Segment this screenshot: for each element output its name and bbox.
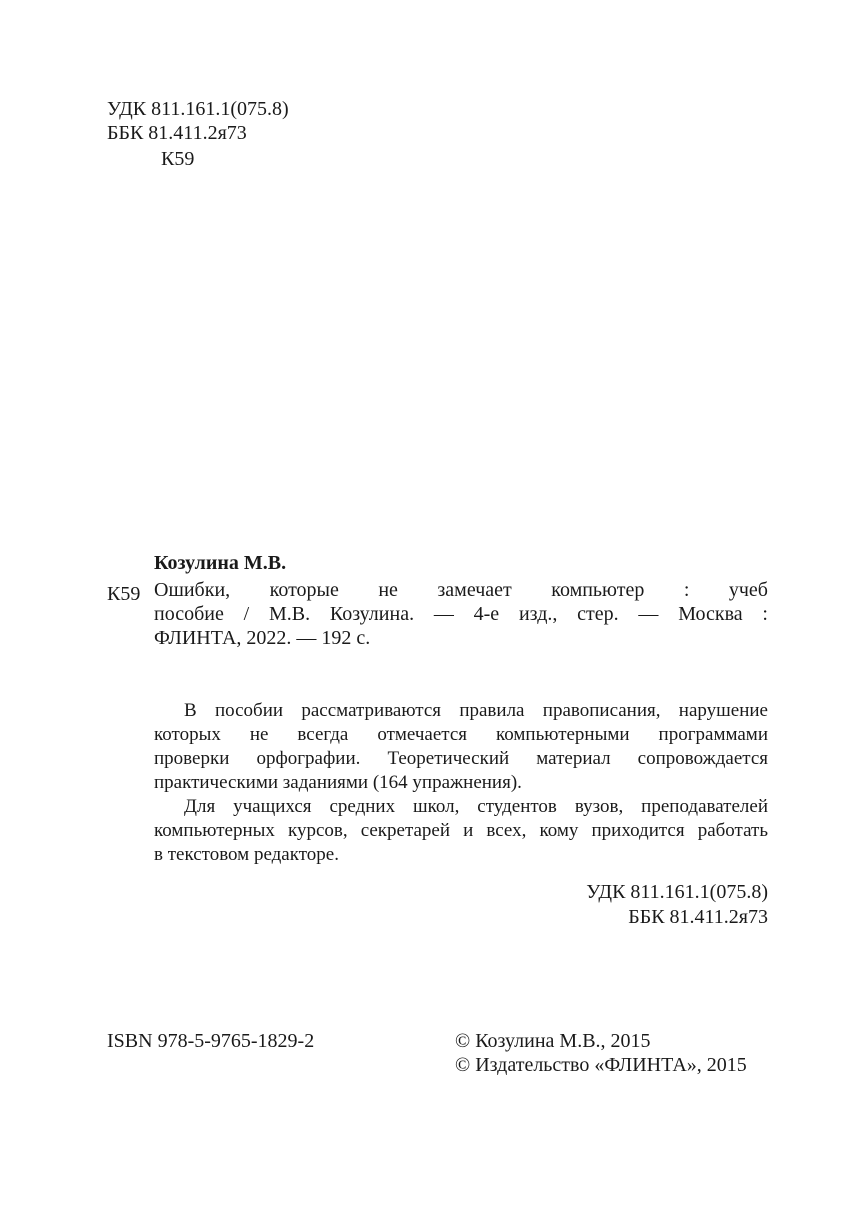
author-code-left: К59 bbox=[107, 583, 141, 605]
isbn: ISBN 978-5-9765-1829-2 bbox=[107, 1030, 315, 1052]
annotation-line: компьютерных курсов, секретарей и всех, кому приходится работать bbox=[154, 820, 768, 841]
annotation bbox=[154, 699, 768, 867]
udk-code-right: УДК 811.161.1(075.8) bbox=[586, 881, 768, 903]
annotation-line: которых не всегда отмечается компьютерными программами bbox=[154, 724, 768, 745]
bibliographic-line: ФЛИНТА, 2022. — 192 с. bbox=[154, 627, 371, 649]
udk-code-top: УДК 811.161.1(075.8) bbox=[107, 98, 289, 120]
author-name: Козулина М.В. bbox=[154, 552, 287, 574]
copyright-author: © Козулина М.В., 2015 bbox=[455, 1030, 651, 1052]
bibliographic-line: пособие / М.В. Козулина. — 4-е изд., стер. — Москва : bbox=[154, 603, 768, 625]
annotation-line: в текстовом редакторе. bbox=[154, 844, 339, 865]
bibliographic-description bbox=[154, 578, 768, 650]
annotation-line: Для учащихся средних школ, студентов вузов, преподавателей bbox=[184, 796, 768, 817]
author-code-top: К59 bbox=[161, 148, 195, 170]
classification-right bbox=[586, 880, 768, 930]
annotation-line: практическими заданиями (164 упражнения). bbox=[154, 772, 522, 793]
bbk-code-top: ББК 81.411.2я73 bbox=[107, 122, 247, 144]
copyright-publisher: © Издательство «ФЛИНТА», 2015 bbox=[455, 1054, 747, 1076]
bbk-code-right: ББК 81.411.2я73 bbox=[628, 906, 768, 928]
annotation-line: проверки орфографии. Теоретический материал сопровождается bbox=[154, 748, 768, 769]
bibliographic-line: Ошибки, которые не замечает компьютер : учеб bbox=[154, 579, 768, 601]
annotation-line: В пособии рассматриваются правила правописания, нарушение bbox=[184, 700, 768, 721]
